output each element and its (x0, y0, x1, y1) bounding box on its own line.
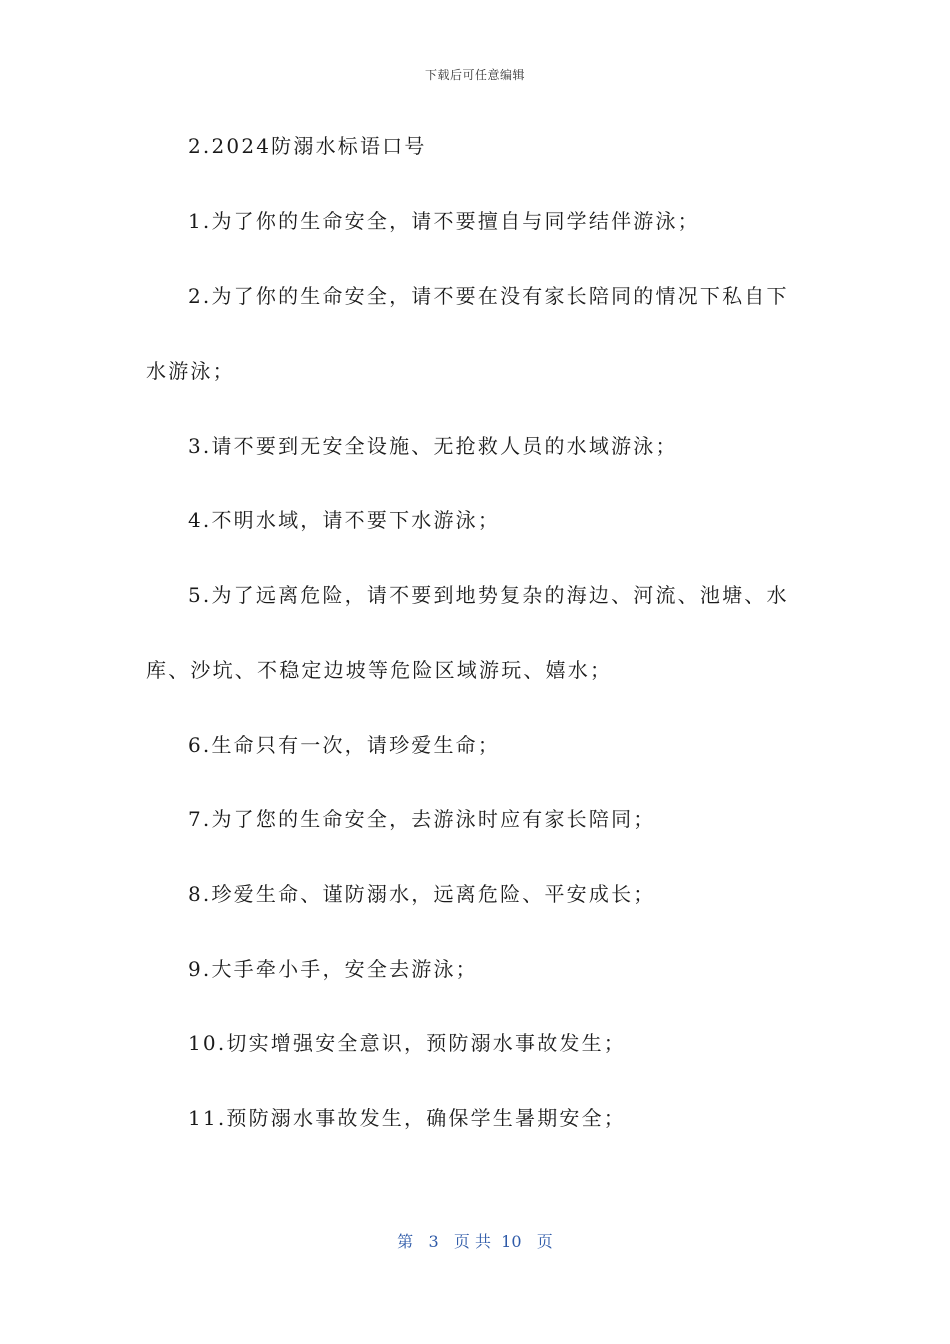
slogan-line: 7.为了您的生命安全，去游泳时应有家长陪同； (188, 807, 656, 831)
section-heading: 2.2024防溺水标语口号 (188, 134, 427, 158)
page-header: 下载后可任意编辑 (424, 68, 525, 82)
footer-total-pages: 10 (501, 1232, 522, 1251)
footer-middle: 页 共 (453, 1232, 491, 1251)
footer-suffix: 页 (536, 1232, 553, 1251)
slogan-line: 3.请不要到无安全设施、无抢救人员的水域游泳； (188, 434, 678, 458)
slogan-line: 1.为了你的生命安全，请不要擅自与同学结伴游泳； (188, 209, 700, 233)
slogan-line-continuation: 库、沙坑、不稳定边坡等危险区域游玩、嬉水； (146, 658, 613, 682)
footer-prefix: 第 (397, 1232, 414, 1251)
slogan-line: 8.珍爱生命、谨防溺水，远离危险、平安成长； (188, 882, 656, 906)
slogan-line: 6.生命只有一次，请珍爱生命； (188, 733, 501, 757)
slogan-line: 4.不明水域，请不要下水游泳； (188, 508, 501, 532)
slogan-line: 9.大手牵小手，安全去游泳； (188, 957, 478, 981)
slogan-line: 2.为了你的生命安全，请不要在没有家长陪同的情况下私自下 (188, 284, 789, 308)
slogan-line: 11.预防溺水事故发生，确保学生暑期安全； (188, 1106, 627, 1130)
slogan-line-continuation: 水游泳； (146, 359, 235, 383)
slogan-line: 10.切实增强安全意识，预防溺水事故发生； (188, 1031, 627, 1055)
slogan-line: 5.为了远离危险，请不要到地势复杂的海边、河流、池塘、水 (188, 583, 789, 607)
footer-current-page: 3 (428, 1232, 439, 1251)
page-footer (0, 1229, 950, 1252)
